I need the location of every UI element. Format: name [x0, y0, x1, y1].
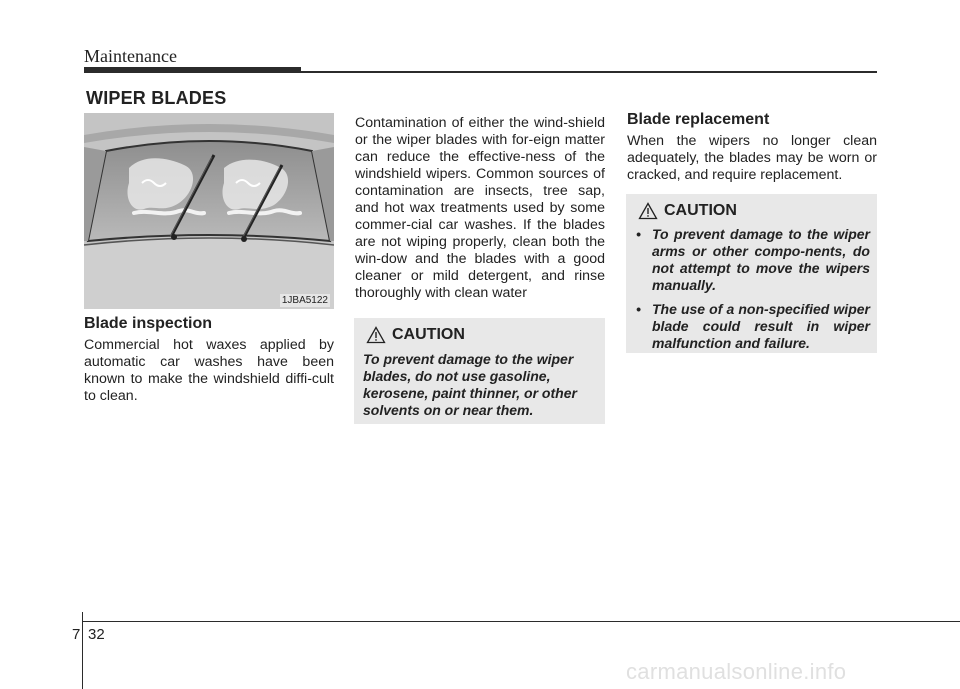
caution-title: CAUTION: [392, 326, 465, 343]
header-rule-thin: [301, 71, 877, 73]
blade-inspection-text: Commercial hot waxes applied by automatic car washes have been known to make the windshield diffi-cult to clean.: [84, 337, 334, 404]
windshield-wiper-illustration: [84, 113, 334, 309]
caution-bullet-item: [630, 301, 870, 352]
caution-title: CAUTION: [664, 202, 737, 219]
contamination-text: Contamination of either the wind-shield or the wiper blades with for-eign matter can reduce the effective-ness of the windshield wipers. Common sources of contamination are insects, tree sap, and hot wax treatments used by some commer-cial car washes. If the blades are not wiping properly, clean both the win-dow and the blades with a good cleaner or mild detergent, and rinse thoroughly with clean water: [355, 115, 605, 301]
figure-code: 1JBA5122: [281, 295, 328, 306]
warning-triangle-icon: [638, 202, 658, 220]
caution-header: [366, 326, 465, 344]
footer-horizontal-rule: [82, 621, 960, 622]
caution-header: [638, 202, 737, 220]
blade-replacement-text: When the wipers no longer clean adequately, the blades may be worn or cracked, and require replacement.: [627, 133, 877, 183]
section-title: WIPER BLADES: [86, 88, 227, 108]
caution-bullets: [630, 226, 870, 359]
running-header: Maintenance: [84, 46, 177, 66]
bullet-icon: •: [636, 301, 641, 317]
page-number: 32: [88, 626, 105, 643]
caution-text: To prevent damage to the wiper blades, do not use gasoline, kerosene, paint thinner, or other solvents on or near them.: [363, 351, 577, 418]
caution-bullet-text: To prevent damage to the wiper arms or other compo-nents, do not attempt to move the wipers manually.: [652, 226, 870, 293]
header-rule-thick: [84, 67, 301, 73]
caution-bullet-text: The use of a non-specified wiper blade could result in wiper malfunction and failure.: [652, 301, 870, 351]
blade-replacement-heading: Blade replacement: [627, 111, 770, 128]
blade-inspection-heading: Blade inspection: [84, 315, 213, 332]
caution-bullet-item: [630, 226, 870, 294]
chapter-number: 7: [72, 626, 81, 643]
bullet-icon: •: [636, 226, 641, 242]
watermark: carmanualsonline.info: [626, 659, 847, 684]
warning-triangle-icon: [366, 326, 386, 344]
caution-box-solvents: [354, 318, 605, 424]
footer-vertical-rule: [82, 612, 83, 689]
caution-box-manual-move: [626, 194, 877, 353]
windshield-drawing: [84, 113, 334, 309]
